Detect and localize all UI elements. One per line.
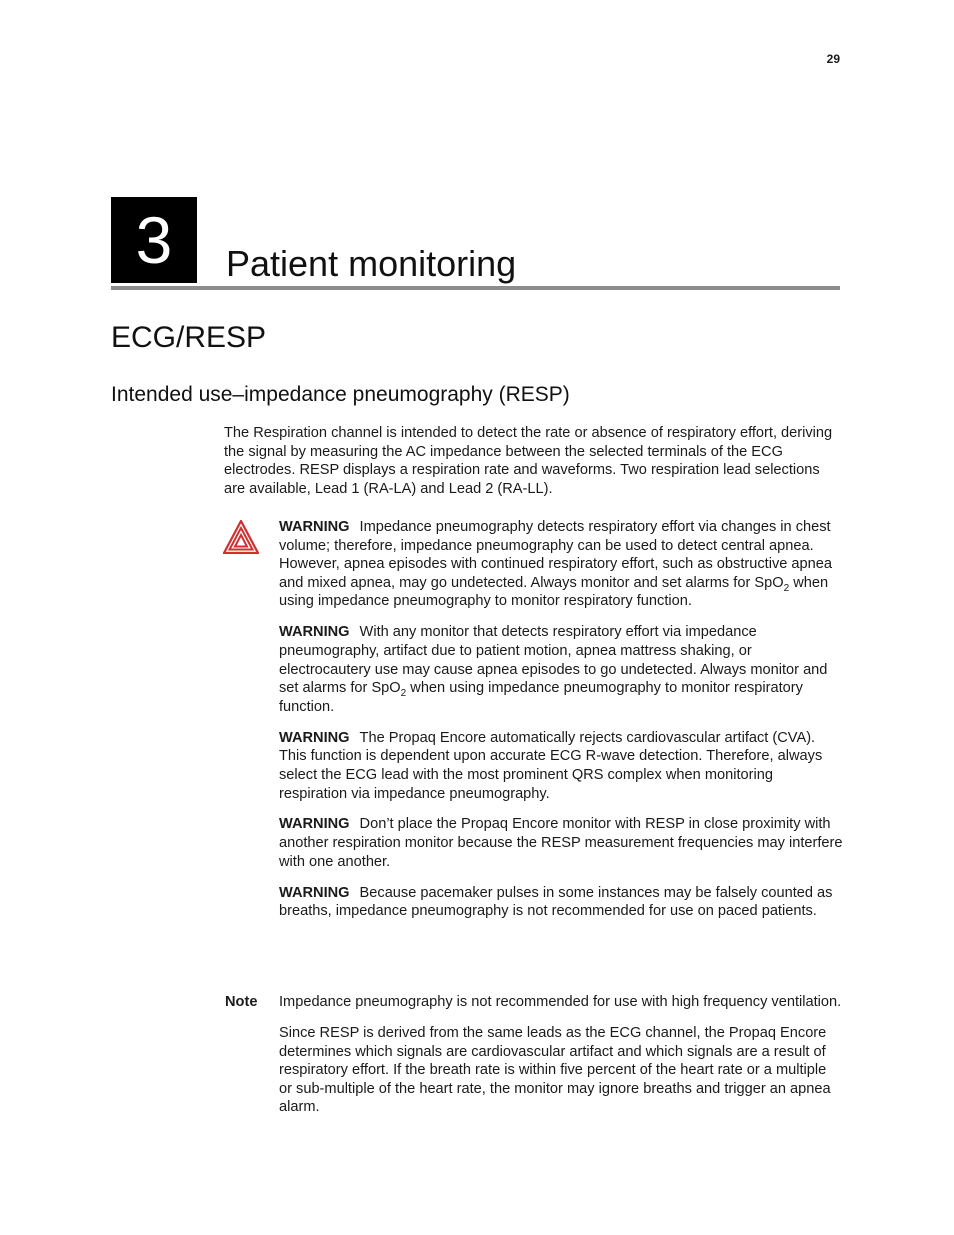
page-number: 29 (826, 52, 840, 66)
warning-1: WARNING Impedance pneumography detects respiratory effort via changes in chest volume; therefore, impedance pneumography can be used to detect central apnea. However, apnea episodes with continued respiratory effort, such as obstructive apnea and mixed apnea, may go undetected. Always monitor and set alarms for SpO$_2$ when using impedance pneumography to monitor respiratory function. (279, 519, 832, 610)
warning-5: WARNING Because pacemaker pulses in some instances may be falsely counted as breaths, impedance pneumography is not recommended for use on paced patients. (279, 884, 833, 920)
warning-4: WARNING Don’t place the Propaq Encore monitor with RESP in close proximity with another respiration monitor because the RESP measurement frequencies may interfere with one another. (279, 816, 843, 870)
note-body (279, 993, 843, 1129)
warning-label: WARNING (279, 884, 350, 901)
warning-3: WARNING The Propaq Encore automatically rejects cardiovascular artifact (CVA). This function is dependent upon accurate ECG R-wave detection. Therefore, always select the ECG lead with the most prominent QRS complex when monitoring respiration via impedance pneumography. (279, 729, 823, 802)
chapter-rule (111, 286, 840, 290)
subsection-title: Intended use–impedance pneumography (RESP) (111, 383, 570, 406)
note-text: Impedance pneumography is not recommended for use with high frequency ventilation. (279, 994, 842, 1010)
warning-label: WARNING (279, 519, 350, 535)
note-label: Note (225, 994, 258, 1010)
warnings-block (279, 518, 843, 933)
warning-label: WARNING (279, 816, 350, 833)
note-followup: Since RESP is derived from the same leads as the ECG channel, the Propaq Encore determines which signals are cardiovascular artifact and which signals are a result of respiratory effort. If the breath rate is within five percent of the heart rate or a multiple or sub-multiple of the heart rate, the monitor may ignore breaths and trigger an apnea alarm. (279, 1024, 831, 1116)
warning-2: WARNING With any monitor that detects respiratory effort via impedance pneumography, artifact due to patient motion, apnea mattress shaking, or electrocautery use may cause apnea episodes to go undetected. Always monitor and set alarms for SpO$_2$ when using impedance pneumography to monitor respiratory function. (279, 624, 828, 715)
chapter-number-box: 3 (111, 197, 197, 283)
chapter-title: Patient monitoring (226, 243, 517, 284)
warning-label: WARNING (279, 729, 350, 746)
section-title: ECG/RESP (111, 321, 267, 354)
intro-paragraph: The Respiration channel is intended to detect the rate or absence of respiratory effort, deriving the signal by measuring the AC impedance between the selected terminals of the ECG electrodes. RESP displays a respiration rate and waveforms. Two respiration lead selections are available, Lead 1 (RA-LA) and Lead 2 (RA-LL). (224, 425, 833, 497)
warning-triangle-icon (223, 520, 259, 554)
warning-label: WARNING (279, 624, 350, 641)
